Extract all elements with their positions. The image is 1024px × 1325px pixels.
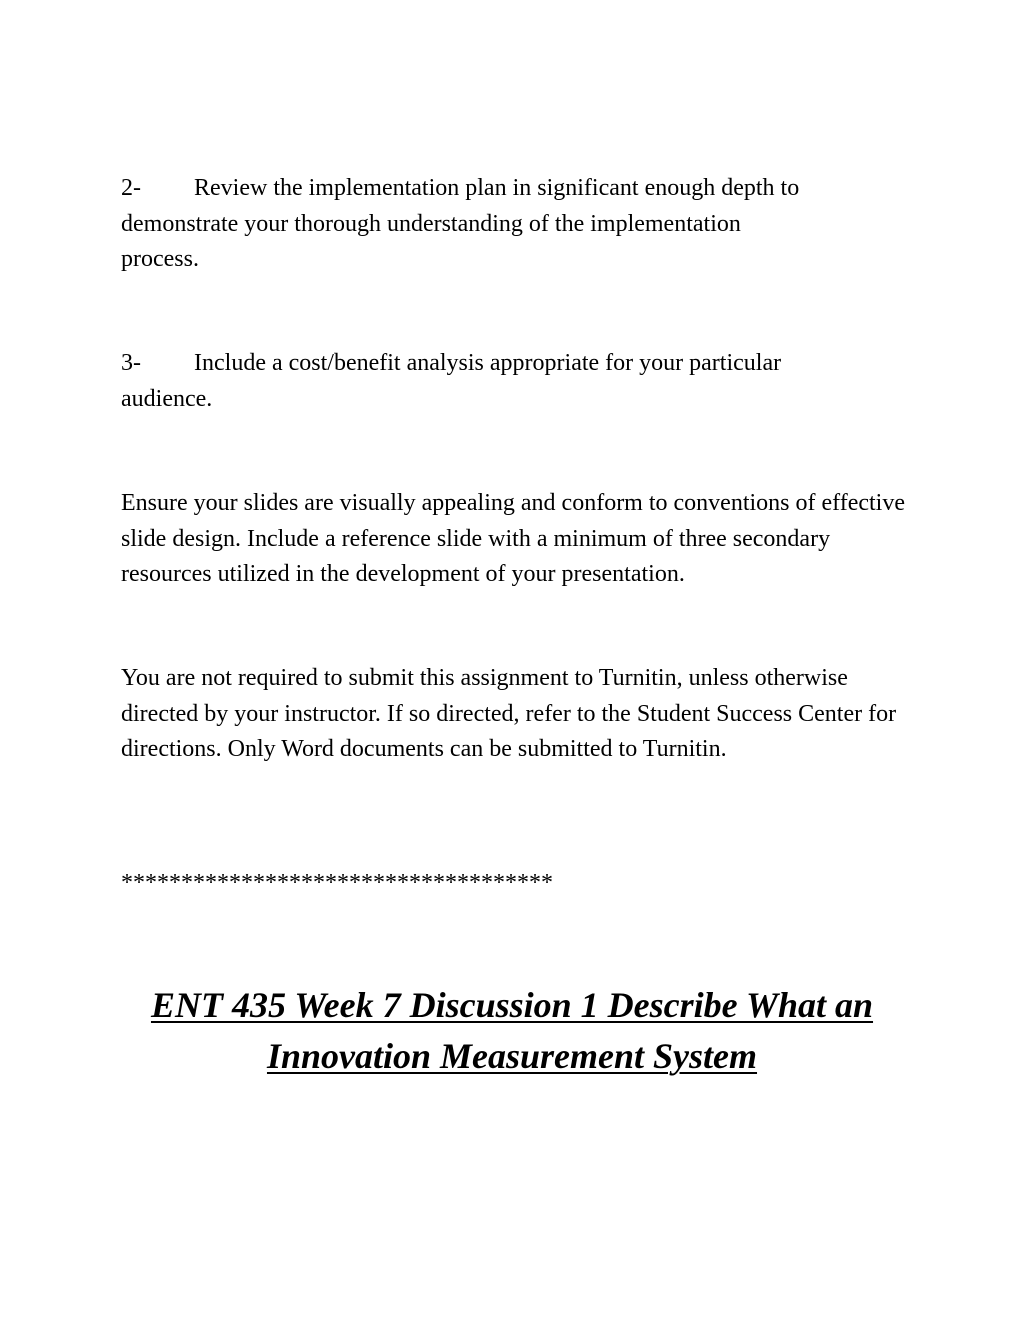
list-item-text-first-line: Include a cost/benefit analysis appropriate for your particular: [194, 350, 782, 376]
list-item-2: [121, 171, 911, 278]
turnitin-paragraph: You are not required to submit this assignment to Turnitin, unless otherwise directed by your instructor. If so directed, refer to the Student Success Center for directions. Only Word documents can be submitted to Turnitin.: [121, 665, 897, 762]
list-number: 2-: [121, 175, 141, 201]
list-item-3: [121, 346, 911, 417]
list-item-text-continuation: demonstrate your thorough understanding of the implementation process.: [121, 210, 741, 272]
list-number: 3-: [121, 350, 141, 376]
heading-line-2: Innovation Measurement System: [266, 1036, 758, 1076]
list-item-text-first-line: Review the implementation plan in significant enough depth to: [194, 175, 800, 201]
heading-line-1: ENT 435 Week 7 Discussion 1 Describe What an: [150, 985, 874, 1025]
list-item-text-continuation: audience.: [121, 385, 213, 412]
discussion-heading: [100, 980, 924, 1082]
slides-paragraph: Ensure your slides are visually appealing and conform to conventions of effective slide design. Include a reference slide with a minimum of three secondary resources utilized in the development of your presentation.: [121, 490, 905, 587]
separator-stars: ************************************: [121, 870, 553, 896]
